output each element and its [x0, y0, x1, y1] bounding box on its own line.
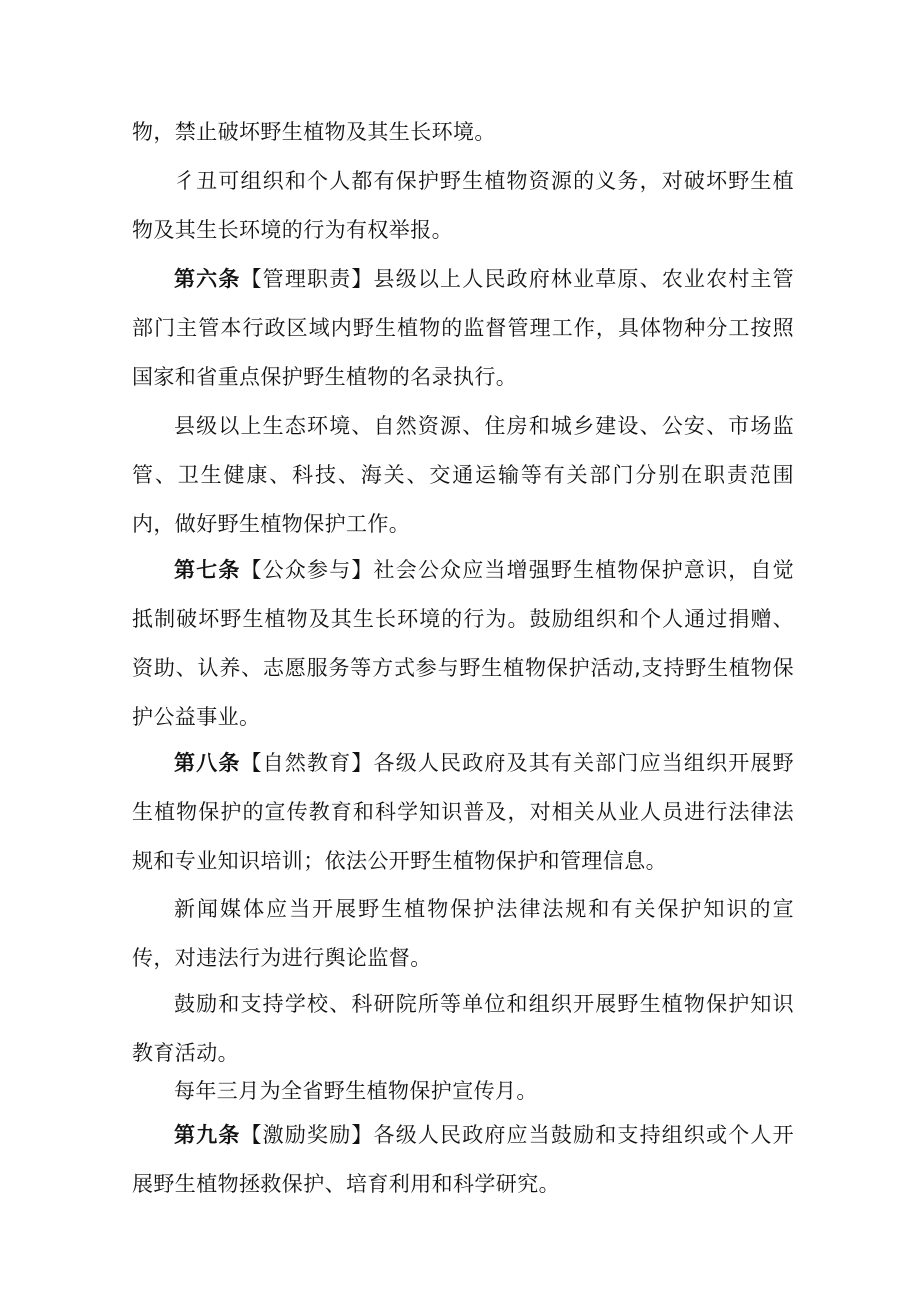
article-paragraph [132, 546, 794, 742]
article-number: 第七条 [174, 558, 241, 582]
paragraph-text: 【激励奖励】各级人民政府应当鼓励和支持组织或个人开展野生植物拯救保护、培育利用和科学研究。 [132, 1123, 794, 1196]
paragraph [132, 108, 794, 157]
paragraph-text: 【管理职责】县级以上人民政府林业草原、农业农村主管部门主管本行政区域内野生植物的监督管理工作，具体物种分工按照国家和省重点保护野生植物的名录执行。 [132, 267, 794, 389]
paragraph-text: 县级以上生态环境、自然资源、住房和城乡建设、公安、市场监管、卫生健康、科技、海关、交通运输等有关部门分别在职责范围内，做好野生植物保护工作。 [132, 414, 794, 536]
article-number: 第九条 [174, 1123, 241, 1147]
paragraph-text: 新闻媒体应当开展野生植物保护法律法规和有关保护知识的宣传，对违法行为进行舆论监督。 [132, 897, 794, 970]
paragraph-text: 鼓励和支持学校、科研院所等单位和组织开展野生植物保护知识教育活动。 [132, 992, 794, 1065]
paragraph-text: 彳丑可组织和个人都有保护野生植物资源的义务，对破坏野生植物及其生长环境的行为有权举报。 [132, 169, 794, 242]
paragraph [132, 1067, 794, 1116]
paragraph [132, 157, 794, 255]
article-number: 第八条 [174, 751, 241, 775]
paragraph-text: 【自然教育】各级人民政府及其有关部门应当组织开展野生植物保护的宣传教育和科学知识普及，对相关从业人员进行法律法规和专业知识培训；依法公开野生植物保护和管理信息。 [132, 751, 794, 873]
article-number: 第六条 [174, 267, 241, 291]
article-paragraph [132, 1111, 794, 1209]
paragraph-text: 物，禁止破坏野生植物及其生长环境。 [132, 120, 496, 144]
paragraph-text: 【公众参与】社会公众应当增强野生植物保护意识，自觉抵制破坏野生植物及其生长环境的行为。鼓励组织和个人通过捐赠、资助、认养、志愿服务等方式参与野生植物保护活动,支持野生植物保护公益事业。 [132, 558, 794, 729]
paragraph [132, 980, 794, 1078]
article-paragraph [132, 739, 794, 886]
paragraph [132, 885, 794, 983]
paragraph [132, 402, 794, 549]
paragraph-text: 每年三月为全省野生植物保护宣传月。 [174, 1079, 538, 1103]
article-paragraph [132, 255, 794, 402]
